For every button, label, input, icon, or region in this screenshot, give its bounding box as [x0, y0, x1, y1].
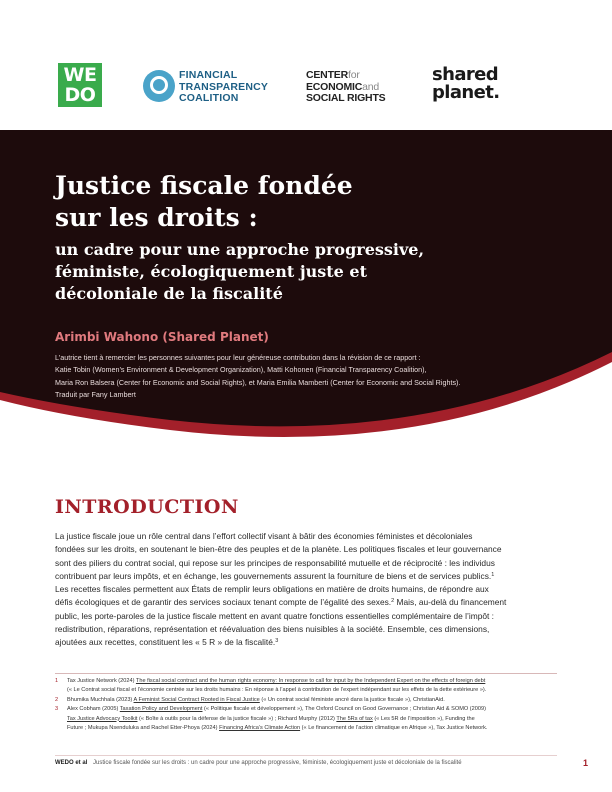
page-number: 1 — [583, 758, 589, 768]
footnote-link[interactable]: Financing Africa’s Climate Action — [219, 725, 301, 732]
body-line: public, les porte-paroles de la justice fiscale mettent en avant quatre fonctions essentielles complémentaire de l’impôt : — [55, 610, 494, 621]
footnote-text: Bhumika Muchhala (2023) — [67, 696, 134, 703]
footer-divider — [55, 755, 557, 756]
footnote-link[interactable]: The fiscal social contract and the human rights economy: In response to call for input by the Independent Expert on the effects of foreign debt — [135, 678, 486, 684]
ftc-line1: FINANCIAL — [179, 69, 238, 81]
cesr-line3: SOCIAL RIGHTS — [306, 92, 386, 104]
document-subtitle — [55, 239, 575, 305]
footnote-text: Alex Cobham (2005) — [67, 706, 120, 713]
cesr-line2-light: and — [362, 80, 380, 93]
footnote-line — [55, 715, 565, 724]
footnote-line — [55, 677, 565, 686]
intro-paragraph — [55, 530, 575, 650]
ftc-line3: COALITION — [179, 92, 239, 104]
footnote-text: (« Le financement de l’action climatique en Afrique »), Tax Justice Network. — [300, 725, 488, 732]
footnote-text: Tax Justice Network (2024) — [67, 678, 136, 684]
footnote-line — [55, 705, 565, 714]
body-line: sont des piliers du contrat social, qui repose sur les principes de responsabilité mutuelle et de réciprocité : les individus — [55, 557, 495, 568]
footnote-line — [55, 724, 565, 733]
ftc-logo-text — [179, 70, 268, 105]
footnote-ref[interactable]: 1 — [491, 571, 495, 578]
footnote-link[interactable]: The 5Rs of tax — [336, 715, 373, 722]
logo-bar — [0, 0, 612, 130]
cesr-logo — [306, 70, 385, 105]
shared-planet-line2: planet. — [432, 82, 500, 103]
document-title — [55, 170, 353, 234]
footnote-number: 3 — [55, 706, 59, 713]
subtitle-line2: féministe, écologiquement juste et — [55, 262, 367, 281]
footnote-line — [55, 686, 565, 695]
body-line: La justice fiscale joue un rôle central dans l’effort collectif visant à bâtir des économies féministes et décoloniales — [55, 531, 473, 541]
section-heading: INTRODUCTION — [55, 496, 239, 518]
body-line: Les recettes fiscales permettent aux États de remplir leurs obligations en matière de droits humains, de répondre aux — [55, 584, 489, 595]
body-line: défis écologiques et de garantir des services sociaux tenant compte de l’égalité des sexes.$^2$ Mais, au-delà du financement — [55, 597, 507, 608]
cesr-line1-light: for — [347, 69, 360, 81]
page-footer — [55, 760, 555, 766]
wedo-logo-line1: WE — [63, 64, 97, 86]
title-line1: Justice fiscale fondée — [55, 171, 353, 200]
footer-org: WEDO et al — [55, 760, 88, 766]
shared-planet-line1: shared — [432, 64, 499, 85]
ftc-logo — [143, 70, 273, 106]
footnote-divider — [55, 673, 557, 674]
footnote-text: (« Les 5R de l’imposition »), Funding the — [372, 715, 475, 722]
body-line: ajoutées aux recettes, constituent les « 5 R » de la fiscalité.$^3$ — [55, 637, 279, 648]
footnote-number: 2 — [55, 696, 59, 703]
ftc-line2: TRANSPARENCY — [179, 80, 269, 93]
cesr-line1: CENTER — [306, 69, 348, 81]
cesr-line2: ECONOMIC — [306, 80, 363, 93]
footnote-text: (« Politique fiscale et développement »), The Oxford Council on Good Governance ; Christian Aid & SOMO (2009) — [202, 706, 486, 713]
shared-planet-logo — [432, 66, 499, 102]
subtitle-line3: décoloniale de la fiscalité — [55, 284, 283, 303]
ftc-globe-icon — [143, 70, 175, 102]
footnote-text: (« Un contrat social féministe ancré dans la justice fiscale »), ChristianAid. — [259, 696, 445, 703]
acknowledgements — [55, 352, 575, 401]
footnote-text: Future ; Mukupa Nsenduluka and Rachel Etter-Phoya (2024) — [67, 725, 220, 732]
title-line2: sur les droits : — [55, 203, 258, 232]
footnote-ref[interactable]: 2 — [391, 598, 395, 605]
footnote-link[interactable]: Tax Justice Advocacy Toolkit — [67, 715, 138, 722]
ack-line3: Maria Ron Balsera (Center for Economic and Social Rights), et Maria Emilia Mamberti (Center for Economic and Social Rights). — [55, 377, 461, 387]
wedo-logo — [58, 63, 102, 107]
footnote-line — [55, 696, 565, 705]
body-line: redistribution, réparations, représentation et réévaluation des biens nuisibles à la société. Ensemble, ces dimensions, — [55, 624, 490, 635]
footnotes — [55, 677, 565, 733]
wedo-logo-line2: DO — [64, 84, 96, 106]
footnote-text: (« Boîte à outils pour la défense de la justice fiscale ») ; Richard Murphy (2012) — [137, 715, 337, 722]
author-name: Arimbi Wahono (Shared Planet) — [55, 330, 269, 344]
subtitle-line1: un cadre pour une approche progressive, — [55, 240, 425, 259]
footnote-text: (« Le Contrat social fiscal et l’économie centrée sur les droits humains : En réponse à l’appel à contribution de l’expert indépendant sur les effets de la dette extérieure »). — [67, 687, 487, 694]
footnote-link[interactable]: A Feminist Social Contract Rooted in Fiscal Justice — [133, 696, 260, 703]
body-line: fondées sur les droits, en soutenant le bien-être des peuples et de la planète. Les politiques fiscales et leur gouvernance — [55, 544, 502, 555]
ack-line1: L’autrice tient à remercier les personnes suivantes pour leur généreuse contribution dans la révision de ce rapport : — [55, 353, 421, 362]
body-line: contribuent par leurs impôts, et en échange, les gouvernements assurent la fourniture de biens et de services publics.$^1$ — [55, 570, 495, 581]
footnote-link[interactable]: Taxation Policy and Development — [119, 706, 203, 713]
ack-line2: Katie Tobin (Women’s Environment & Development Organization), Matti Kohonen (Financial Transparency Coalition), — [55, 365, 427, 375]
ack-line4: Traduit par Fany Lambert — [55, 389, 136, 399]
footer-title: Justice fiscale fondée sur les droits : un cadre pour une approche progressive, féministe, écologiquement juste et décoloniale de la fiscalité — [93, 760, 462, 766]
footnote-number: 1 — [55, 678, 59, 684]
footnote-ref[interactable]: 3 — [275, 638, 279, 645]
